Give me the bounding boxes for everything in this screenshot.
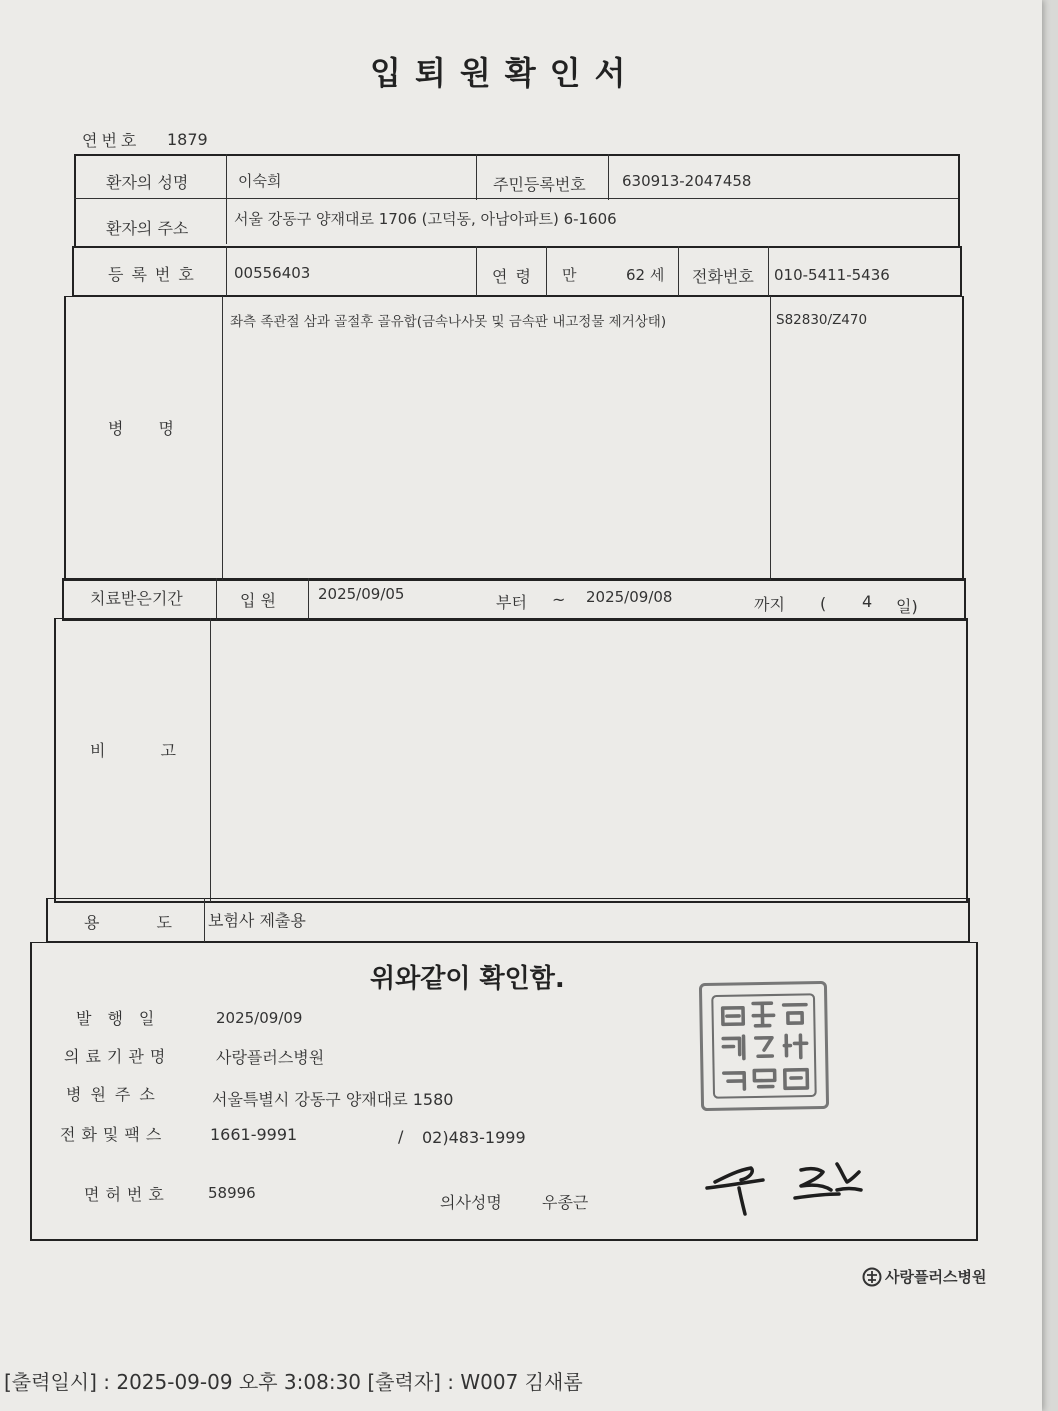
signature-scribble-icon: [705, 1150, 865, 1220]
usage-value: 보험사 제출용: [208, 911, 306, 930]
col-divider: [222, 296, 223, 580]
license-label: 면허번호: [84, 1185, 170, 1204]
age-value: 62 세: [626, 266, 665, 284]
phone-value: 010-5411-5436: [774, 266, 890, 284]
seal-glyphs-icon: [702, 984, 826, 1108]
hospital-fax: 02)483-1999: [422, 1128, 526, 1147]
usage-label: 용 도: [84, 913, 172, 932]
hospital-seal-stamp: [699, 981, 829, 1111]
hospital-address-label: 병원주소: [66, 1085, 164, 1104]
treatment-period-label: 치료받은기간: [90, 589, 183, 608]
phone-fax-separator: /: [398, 1127, 404, 1146]
patient-table-top: [74, 154, 960, 248]
hospital-address-value: 서울특별시 강동구 양재대로 1580: [212, 1090, 454, 1109]
issue-date-value: 2025/09/09: [216, 1009, 303, 1027]
days-count: 4: [862, 592, 873, 611]
col-divider: [216, 578, 217, 620]
doctor-name-value: 우종근: [542, 1193, 589, 1212]
serial-label: 연번호: [82, 131, 141, 150]
tilde-separator: ~: [552, 590, 566, 609]
phone-label: 전화번호: [692, 267, 754, 286]
issue-date-label: 발행일: [76, 1009, 171, 1028]
diagnosis-code: S82830/Z470: [776, 312, 868, 328]
discharge-date: 2025/09/08: [586, 588, 673, 606]
col-divider: [770, 296, 771, 580]
col-divider: [546, 246, 547, 296]
serial-value: 1879: [167, 130, 208, 149]
diagnosis-label: 병 명: [108, 419, 174, 438]
col-divider: [204, 898, 205, 942]
col-divider: [476, 246, 477, 296]
col-divider: [308, 578, 309, 620]
col-divider: [226, 246, 227, 296]
remarks-block: [54, 618, 968, 903]
reg-number-value: 00556403: [234, 264, 311, 282]
print-info-footer: [출력일시] : 2025-09-09 오후 3:08:30 [출력자] : W007 김새롬: [4, 1370, 583, 1394]
patient-name-label: 환자의 성명: [106, 173, 189, 192]
col-divider: [226, 154, 227, 244]
col-divider: [678, 246, 679, 296]
rrn-value: 630913-2047458: [622, 172, 752, 190]
address-label: 환자의 주소: [106, 219, 189, 238]
age-label: 연령: [492, 267, 539, 286]
row-divider: [74, 198, 958, 199]
institution-value: 사랑플러스병원: [216, 1048, 325, 1067]
document-title: 입퇴원확인서: [370, 54, 640, 92]
hospital-emblem-icon: [862, 1267, 882, 1287]
diagnosis-block: [64, 296, 964, 581]
rrn-label: 주민등록번호: [493, 175, 586, 194]
hospital-logo: [862, 1266, 986, 1287]
col-divider: [768, 246, 769, 296]
days-open-paren: (: [820, 594, 827, 613]
admission-start-date: 2025/09/05: [318, 585, 405, 603]
hospital-phone: 1661-9991: [210, 1125, 298, 1144]
institution-label: 의료기관명: [64, 1047, 172, 1066]
col-divider: [476, 154, 477, 200]
age-prefix: 만: [562, 266, 577, 284]
usage-row: [46, 898, 970, 943]
reg-number-label: 등록번호: [108, 265, 202, 284]
hospital-logo-text: 사랑플러스병원: [885, 1268, 987, 1286]
remarks-label: 비 고: [90, 741, 176, 760]
address-value: 서울 강동구 양재대로 1706 (고덕동, 아남아파트) 6-1606: [234, 210, 617, 228]
from-label: 부터: [496, 593, 527, 612]
admission-label: 입 원: [240, 591, 276, 610]
doctor-name-label: 의사성명: [440, 1193, 502, 1212]
phone-fax-label: 전화및팩스: [60, 1125, 168, 1144]
patient-name-value: 이숙희: [238, 172, 282, 190]
confirmation-heading: 위와같이 확인함.: [370, 964, 565, 994]
doctor-signature: [705, 1150, 865, 1224]
diagnosis-text: 좌측 족관절 삼과 골절후 골유합(금속나사못 및 금속판 내고정물 제거상태): [230, 314, 667, 330]
col-divider: [608, 154, 609, 200]
col-divider: [210, 618, 211, 902]
days-unit: 일): [896, 597, 918, 616]
license-value: 58996: [208, 1184, 256, 1202]
until-label: 까지: [754, 595, 785, 614]
